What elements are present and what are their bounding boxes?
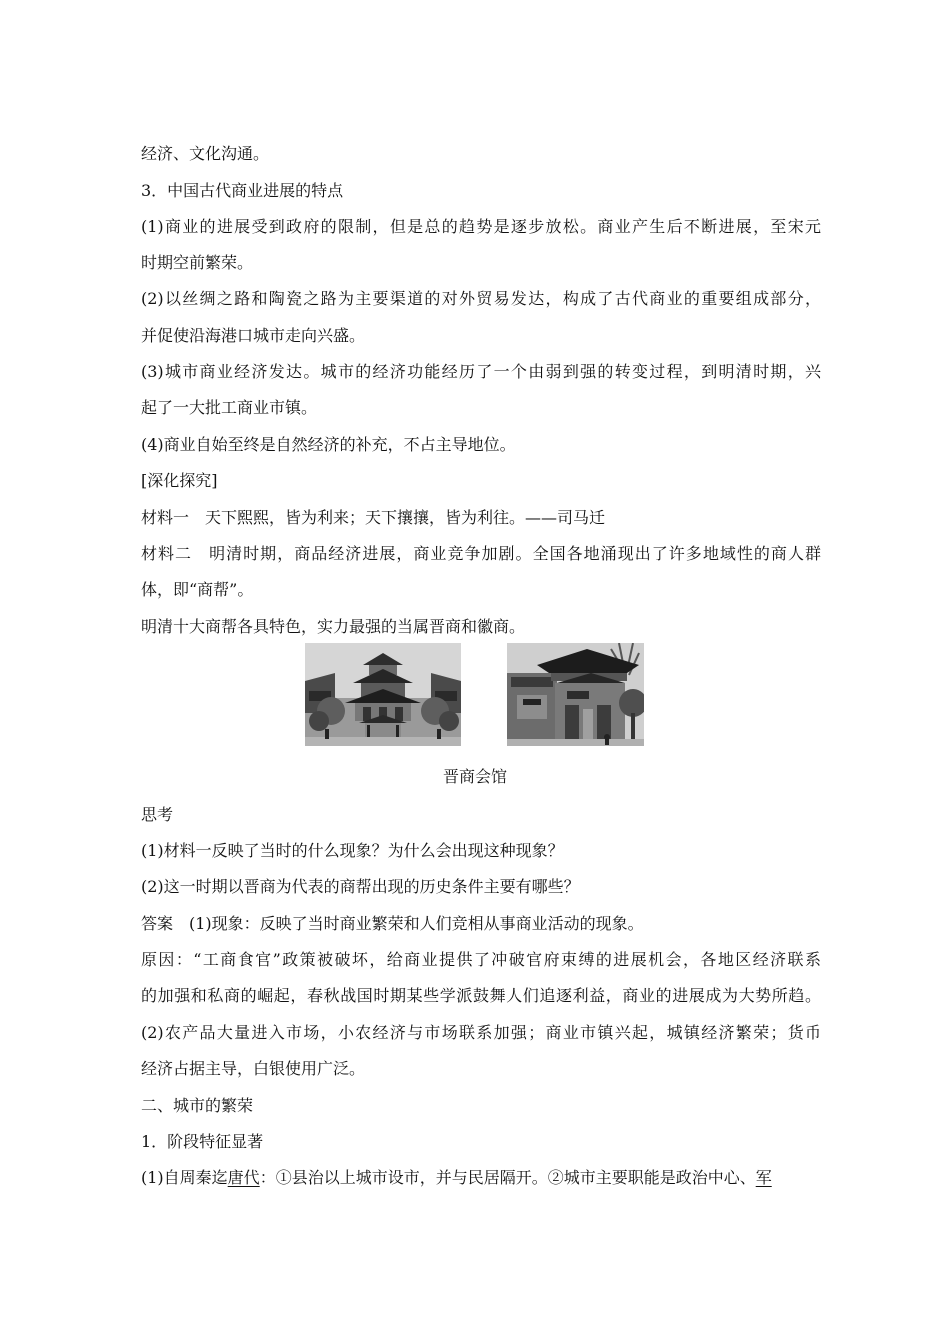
- underlined-term: 军: [755, 1168, 772, 1187]
- text-line: 时期空前繁荣。: [141, 253, 254, 272]
- underlined-term: 唐代: [227, 1168, 260, 1187]
- text-line: 经济、文化沟通。: [141, 144, 270, 163]
- text-line-underlined: [141, 1168, 821, 1188]
- text-line: 并促使沿海港口城市走向兴盛。: [141, 326, 366, 345]
- photo-merchant-hall-courtyard: [305, 643, 461, 746]
- question-line: (1)材料一反映了当时的什么现象？为什么会出现这种现象？: [141, 841, 564, 860]
- subsection-heading: 1．阶段特征显著: [141, 1132, 264, 1151]
- section-heading: 二、城市的繁荣: [141, 1096, 254, 1115]
- answer-line: 答案 (1)现象：反映了当时商业繁荣和人们竞相从事商业活动的现象。: [141, 914, 644, 933]
- text-line: 材料一 天下熙熙，皆为利来；天下攘攘，皆为利往。——司马迁: [141, 508, 606, 527]
- text-line: 体，即“商帮”。: [141, 580, 254, 599]
- text-span: ：①县治以上城市设市，并与民居隔开。②城市主要职能是政治中心、: [259, 1168, 756, 1187]
- answer-line: (2)农产品大量进入市场，小农经济与市场联系加强；商业市镇兴起，城镇经济繁荣；货币: [141, 1023, 821, 1042]
- text-line: (3)城市商业经济发达。城市的经济功能经历了一个由弱到强的转变过程，到明清时期，兴: [141, 362, 821, 381]
- text-line: 材料二 明清时期，商品经济进展，商业竞争加剧。全国各地涌现出了许多地域性的商人群: [141, 544, 821, 563]
- question-line: (2)这一时期以晋商为代表的商帮出现的历史条件主要有哪些？: [141, 877, 580, 896]
- section-heading: 思考: [141, 805, 174, 824]
- text-line: 起了一大批工商业市镇。: [141, 398, 318, 417]
- text-span: (1)自周秦迄: [141, 1168, 228, 1187]
- answer-line: 经济占据主导，白银使用广泛。: [141, 1059, 366, 1078]
- text-line: (2)以丝绸之路和陶瓷之路为主要渠道的对外贸易发达，构成了古代商业的重要组成部分，: [141, 289, 821, 308]
- section-heading: 3．中国古代商业进展的特点: [141, 181, 344, 200]
- answer-line: 的加强和私商的崛起，春秋战国时期某些学派鼓舞人们追逐利益，商业的进展成为大势所趋。: [141, 986, 821, 1005]
- photo-merchant-hall-gate: [507, 643, 644, 746]
- answer-line: 原因：“工商食官”政策被破坏，给商业提供了冲破官府束缚的进展机会，各地区经济联系: [141, 950, 821, 969]
- photo-caption: 晋商会馆: [442, 767, 507, 786]
- text-line: (4)商业自始至终是自然经济的补充，不占主导地位。: [141, 435, 516, 454]
- text-line: (1)商业的进展受到政府的限制，但是总的趋势是逐步放松。商业产生后不断进展，至宋元: [141, 217, 821, 236]
- text-line: 明清十大商帮各具特色，实力最强的当属晋商和徽商。: [141, 617, 526, 636]
- section-heading: [深化探究]: [141, 471, 218, 490]
